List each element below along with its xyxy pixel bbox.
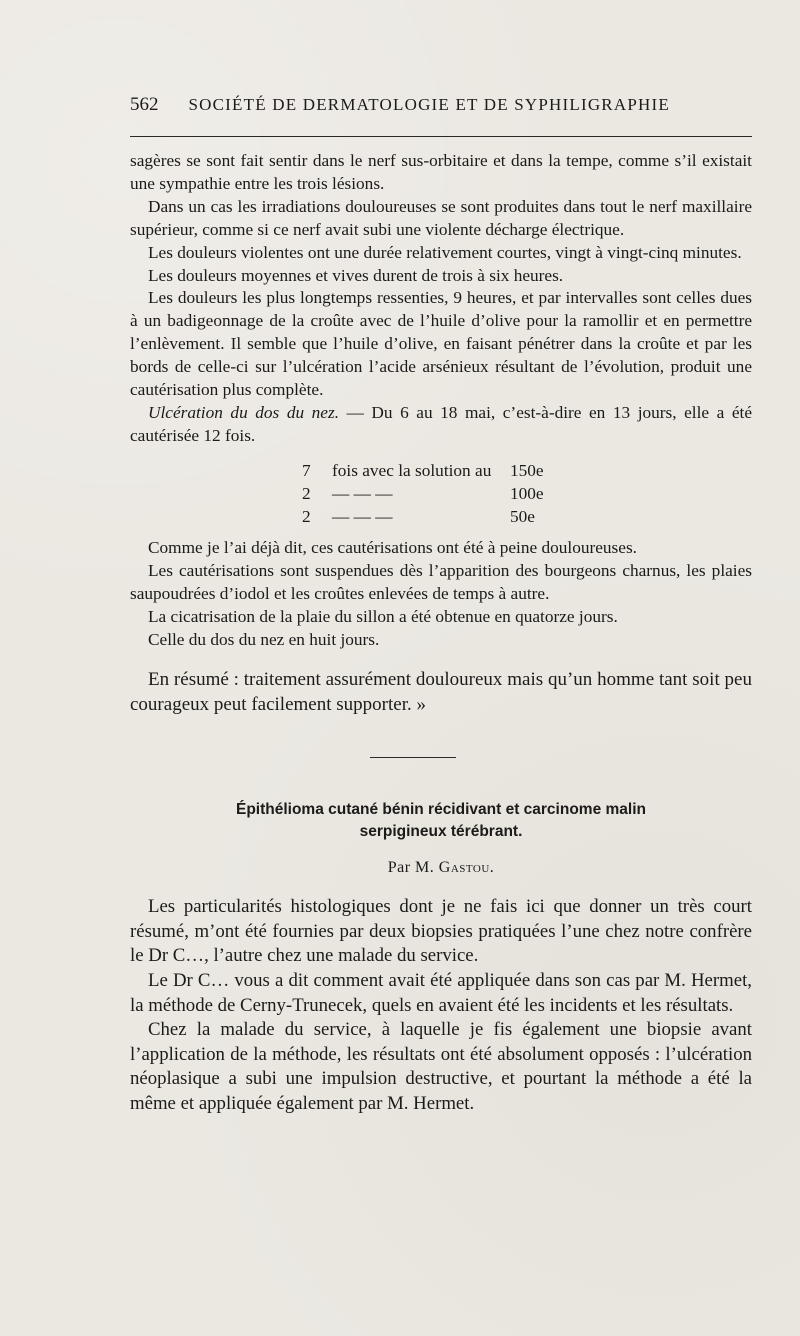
paragraph-healing-sillon: La cicatrisation de la plaie du sillon a été obtenue en quatorze jours. bbox=[148, 607, 618, 627]
solution-row bbox=[130, 506, 752, 529]
paragraph-histology: Les particularités histologiques dont je ne fais ici que donner un très court résumé, m’ont été fournies par deux biopsies pratiquées l’une chez notre confrère le Dr C…, l’autre chez une malade du service. bbox=[130, 896, 752, 967]
section-separator bbox=[370, 757, 456, 758]
paragraph-ulceration bbox=[130, 402, 752, 448]
section-title-line-2: serpigineux térébrant. bbox=[359, 823, 523, 841]
author-name: Gastou. bbox=[438, 859, 495, 877]
solution-value: 50e bbox=[510, 506, 535, 526]
paragraph-violent-pain: Les douleurs violentes ont une durée relativement courtes, vingt à vingt-cinq minutes. bbox=[148, 242, 742, 262]
paragraph-moderate-pain: Les douleurs moyennes et vives durent de trois à six heures. bbox=[148, 265, 564, 285]
solution-count: 2 bbox=[302, 506, 311, 526]
solution-value: 100e bbox=[510, 483, 544, 503]
paragraph-method: Le Dr C… vous a dit comment avait été appliquée dans son cas par M. Hermet, la méthode de Cerny-Trunecek, quels en avaient été les incidents et les résultats. bbox=[130, 969, 752, 1016]
paragraph-service-patient: Chez la malade du service, à laquelle je fis également une biopsie avant l’application de la méthode, les résultats ont été absolument opposés : l’ulcération néoplasique a subi une impulsion destructive, et pourtant la méthode a été la même et appliquée également par M. Hermet. bbox=[130, 1019, 752, 1114]
paragraph-longest-pain: Les douleurs les plus longtemps ressenties, 9 heures, et par intervalles sont celles dues à un badigeonnage de la croûte avec de l’huile d’olive pour la ramollir et en permettre l’enlèvement. Il semble que l’huile d’olive, en faisant pénétrer dans la croûte et par les bords de celle-ci sur l’ulcération l’acide arsénieux résultant de l’évolution, produit une cautérisation plus complète. bbox=[130, 288, 752, 400]
author-prefix: Par M. bbox=[387, 859, 439, 877]
section-title-line-1: Épithélioma cutané bénin récidivant et carcinome malin bbox=[235, 801, 646, 819]
solution-phrase: fois avec la solution au bbox=[332, 460, 492, 480]
ulceration-lead: Ulcération du dos du nez. bbox=[148, 402, 340, 422]
solution-row bbox=[130, 460, 752, 483]
body-text bbox=[130, 150, 752, 1117]
solution-list bbox=[130, 460, 752, 529]
paragraph-suspended: Les cautérisations sont suspendues dès l’apparition des bourgeons charnus, les plaies saupoudrées d’iodol et les croûtes enlevées de temps à autre. bbox=[130, 561, 752, 604]
solution-row bbox=[130, 483, 752, 506]
author-line bbox=[130, 859, 752, 877]
section-title bbox=[130, 799, 752, 843]
solution-count: 2 bbox=[302, 483, 311, 503]
paragraph-continuation: sagères se sont fait sentir dans le nerf sus-orbitaire et dans la tempe, comme s’il existait une sympathie entre les trois lésions. bbox=[130, 151, 752, 193]
paragraph-irradiations: Dans un cas les irradiations douloureuses se sont produites dans tout le nerf maxillaire supérieur, comme si ce nerf avait subi une violente décharge électrique. bbox=[130, 196, 752, 239]
header-rule bbox=[130, 136, 752, 137]
summary-paragraph: En résumé : traitement assurément douloureux mais qu’un homme tant soit peu courageux peut facilement supporter. » bbox=[130, 668, 752, 715]
solution-phrase: — — — bbox=[332, 506, 393, 526]
solution-value: 150e bbox=[510, 460, 544, 480]
running-title: SOCIÉTÉ DE DERMATOLOGIE ET DE SYPHILIGRAPHIE bbox=[188, 95, 670, 114]
solution-count: 7 bbox=[302, 460, 311, 480]
running-head bbox=[130, 86, 752, 116]
paragraph-painless: Comme je l’ai déjà dit, ces cautérisations ont été à peine douloureuses. bbox=[148, 538, 637, 558]
paragraph-healing-nose: Celle du dos du nez en huit jours. bbox=[148, 630, 380, 650]
solution-phrase: — — — bbox=[332, 483, 393, 503]
ulceration-text: — Du 6 au 18 mai, c’est-à-dire en 13 jours, elle a été cautérisée 12 fois. bbox=[130, 402, 752, 445]
page-number: 562 bbox=[130, 94, 159, 115]
